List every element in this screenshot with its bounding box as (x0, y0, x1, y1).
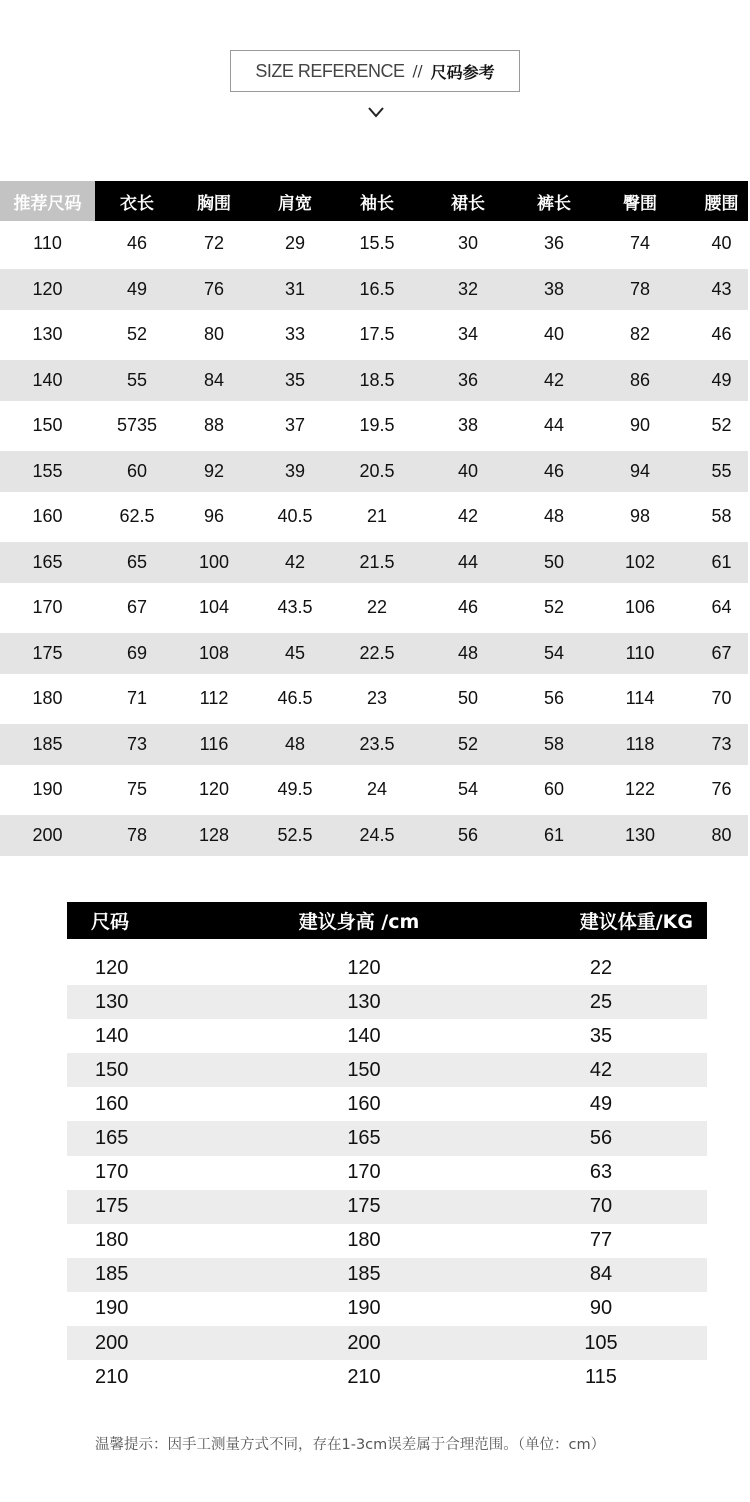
cell-size: 185 (32, 733, 63, 754)
cell-size: 175 (32, 642, 63, 663)
fit-chart-header (67, 902, 707, 939)
cell-weight: 25 (589, 990, 613, 1013)
cell-waist: 76 (711, 779, 732, 800)
cell-sleeve: 15.5 (359, 233, 395, 254)
table-row (0, 360, 748, 401)
size-reference-title (230, 50, 520, 92)
cell-waist: 80 (711, 824, 732, 845)
table-row (67, 1190, 707, 1224)
cell-skirt: 52 (457, 733, 479, 754)
table-row (67, 1087, 707, 1121)
header-height: 建议身高 /cm (298, 911, 420, 933)
header-shoulder: 肩宽 (278, 193, 312, 214)
cell-sleeve: 24.5 (359, 824, 395, 845)
cell-length: 52 (126, 324, 148, 345)
cell-shoulder: 29 (284, 233, 306, 254)
cell-size: 140 (32, 369, 63, 390)
cell-size: 200 (95, 1331, 129, 1354)
cell-weight: 70 (589, 1195, 613, 1218)
cell-skirt: 38 (457, 415, 479, 436)
cell-chest: 120 (198, 779, 230, 800)
cell-shoulder: 39 (284, 460, 306, 481)
cell-hip: 86 (629, 369, 651, 390)
table-row (0, 724, 748, 765)
cell-height: 200 (347, 1331, 381, 1354)
cell-sleeve: 20.5 (359, 460, 395, 481)
cell-sleeve: 18.5 (359, 369, 395, 390)
table-row (0, 494, 748, 540)
table-row (67, 1258, 707, 1292)
cell-shoulder: 52.5 (277, 824, 313, 845)
cell-chest: 100 (198, 551, 230, 572)
cell-pants: 54 (543, 642, 565, 663)
size-chart-body (0, 221, 748, 856)
cell-size: 210 (95, 1365, 129, 1388)
table-row (67, 1326, 707, 1360)
cell-pants: 36 (543, 233, 565, 254)
cell-chest: 108 (198, 642, 230, 663)
cell-skirt: 54 (457, 779, 479, 800)
cell-hip: 122 (624, 779, 656, 800)
cell-hip: 130 (624, 824, 656, 845)
cell-chest: 128 (198, 824, 230, 845)
cell-weight: 42 (589, 1058, 613, 1081)
table-row (0, 451, 748, 492)
cell-chest: 80 (203, 324, 225, 345)
cell-waist: 58 (711, 506, 732, 527)
cell-skirt: 56 (457, 824, 479, 845)
cell-shoulder: 45 (284, 642, 306, 663)
fit-chart-table (67, 902, 707, 1394)
cell-hip: 114 (625, 688, 655, 709)
cell-pants: 56 (543, 688, 565, 709)
cell-waist: 73 (711, 733, 732, 754)
cell-size: 160 (95, 1092, 129, 1115)
cell-length: 71 (126, 688, 148, 709)
cell-weight: 77 (589, 1229, 613, 1252)
table-row (67, 1360, 707, 1394)
cell-shoulder: 42 (284, 551, 306, 572)
header-pants: 裤长 (537, 193, 571, 214)
cell-pants: 48 (543, 506, 565, 527)
cell-length: 46 (126, 233, 148, 254)
cell-shoulder: 48 (284, 733, 306, 754)
header-weight: 建议体重/KG (579, 911, 693, 933)
cell-size: 200 (32, 824, 63, 845)
cell-pants: 58 (543, 733, 565, 754)
cell-size: 150 (95, 1058, 129, 1081)
header-length: 衣长 (120, 193, 154, 214)
cell-shoulder: 35 (284, 369, 306, 390)
cell-length: 75 (126, 779, 148, 800)
cell-weight: 84 (589, 1263, 613, 1286)
cell-length: 67 (126, 597, 148, 618)
title-chinese: 尺码参考 (430, 62, 495, 82)
cell-sleeve: 23.5 (359, 733, 395, 754)
cell-size: 165 (32, 551, 63, 572)
cell-skirt: 46 (457, 597, 479, 618)
header-size: 尺码 (91, 911, 130, 933)
table-row (0, 542, 748, 583)
cell-height: 180 (347, 1229, 381, 1252)
cell-length: 60 (126, 460, 148, 481)
cell-hip: 106 (624, 597, 656, 618)
cell-hip: 98 (629, 506, 651, 527)
table-row (0, 269, 748, 310)
cell-waist: 61 (711, 551, 732, 572)
table-row (67, 1224, 707, 1258)
cell-weight: 63 (589, 1161, 613, 1184)
cell-size: 180 (95, 1229, 129, 1252)
cell-weight: 49 (589, 1092, 613, 1115)
cell-sleeve: 22.5 (359, 642, 395, 663)
cell-size: 150 (32, 415, 63, 436)
cell-shoulder: 40.5 (277, 506, 313, 527)
cell-pants: 46 (543, 460, 565, 481)
cell-pants: 42 (543, 369, 565, 390)
cell-weight: 105 (584, 1331, 618, 1354)
cell-chest: 92 (203, 460, 225, 481)
table-row (0, 767, 748, 813)
cell-height: 140 (347, 1024, 381, 1047)
cell-shoulder: 43.5 (277, 597, 313, 618)
cell-height: 170 (347, 1161, 381, 1184)
cell-height: 175 (347, 1195, 381, 1218)
cell-height: 210 (347, 1365, 381, 1388)
cell-shoulder: 37 (284, 415, 306, 436)
cell-hip: 102 (624, 551, 656, 572)
cell-sleeve: 17.5 (359, 324, 395, 345)
cell-length: 55 (126, 369, 148, 390)
cell-skirt: 44 (457, 551, 479, 572)
cell-shoulder: 46.5 (277, 688, 313, 709)
cell-waist: 49 (711, 369, 732, 390)
cell-skirt: 48 (457, 642, 479, 663)
cell-chest: 104 (198, 597, 230, 618)
cell-length: 65 (126, 551, 148, 572)
cell-weight: 115 (585, 1365, 617, 1388)
cell-pants: 61 (543, 824, 565, 845)
header-hip: 臀围 (623, 193, 657, 214)
cell-size: 170 (32, 597, 63, 618)
size-chart-header (0, 181, 748, 221)
cell-skirt: 34 (457, 324, 479, 345)
cell-sleeve: 22 (366, 597, 388, 618)
header-chest: 胸围 (197, 193, 231, 214)
cell-height: 190 (347, 1297, 381, 1320)
cell-weight: 35 (589, 1024, 613, 1047)
cell-size: 155 (32, 460, 63, 481)
measurement-note: 温馨提示：因手工测量方式不同，存在1-3cm误差属于合理范围。（单位：cm） (95, 1437, 606, 1453)
cell-waist: 70 (711, 688, 732, 709)
cell-height: 130 (347, 990, 381, 1013)
cell-shoulder: 31 (284, 278, 306, 299)
size-chart-table (0, 181, 748, 858)
chevron-down-icon (366, 104, 386, 120)
cell-weight: 56 (589, 1127, 613, 1150)
table-row (67, 1053, 707, 1087)
cell-hip: 74 (629, 233, 651, 254)
cell-size: 130 (32, 324, 63, 345)
table-row (0, 815, 748, 856)
table-row (67, 1019, 707, 1053)
cell-skirt: 32 (457, 278, 479, 299)
cell-sleeve: 19.5 (359, 415, 395, 436)
table-row (67, 985, 707, 1019)
cell-size: 110 (33, 233, 62, 254)
cell-height: 185 (347, 1263, 381, 1286)
cell-waist: 40 (711, 233, 732, 254)
table-row (0, 312, 748, 358)
table-row (0, 403, 748, 449)
cell-skirt: 50 (457, 688, 479, 709)
cell-height: 160 (347, 1092, 381, 1115)
cell-pants: 60 (543, 779, 565, 800)
cell-waist: 67 (711, 642, 732, 663)
cell-hip: 78 (629, 278, 651, 299)
table-row (0, 221, 748, 267)
cell-skirt: 36 (457, 369, 479, 390)
table-row (67, 951, 707, 985)
cell-hip: 94 (629, 460, 651, 481)
cell-height: 150 (347, 1058, 381, 1081)
cell-shoulder: 33 (284, 324, 306, 345)
cell-length: 62.5 (119, 506, 155, 527)
table-row (0, 585, 748, 631)
fit-chart-body (67, 951, 707, 1394)
cell-hip: 82 (629, 324, 651, 345)
cell-waist: 52 (711, 415, 732, 436)
header-size: 推荐尺码 (0, 181, 95, 221)
cell-size: 130 (95, 990, 129, 1013)
table-row (0, 676, 748, 722)
cell-size: 165 (95, 1127, 129, 1150)
cell-chest: 116 (199, 733, 229, 754)
cell-skirt: 30 (457, 233, 479, 254)
cell-size: 180 (32, 688, 63, 709)
cell-sleeve: 21.5 (359, 551, 395, 572)
table-row (0, 633, 748, 674)
cell-chest: 88 (203, 415, 225, 436)
cell-chest: 96 (203, 506, 225, 527)
cell-waist: 43 (711, 278, 732, 299)
cell-hip: 118 (625, 733, 655, 754)
cell-sleeve: 16.5 (359, 278, 395, 299)
cell-skirt: 42 (457, 506, 479, 527)
cell-length: 69 (126, 642, 148, 663)
table-row (67, 1156, 707, 1190)
cell-length: 5735 (116, 415, 158, 436)
cell-waist: 46 (711, 324, 732, 345)
cell-hip: 90 (629, 415, 651, 436)
cell-skirt: 40 (457, 460, 479, 481)
cell-sleeve: 24 (366, 779, 388, 800)
cell-sleeve: 23 (366, 688, 388, 709)
cell-size: 170 (95, 1161, 129, 1184)
cell-length: 78 (126, 824, 148, 845)
cell-pants: 40 (543, 324, 565, 345)
cell-pants: 52 (543, 597, 565, 618)
cell-sleeve: 21 (366, 506, 388, 527)
cell-size: 175 (95, 1195, 129, 1218)
header-waist: 腰围 (704, 193, 739, 214)
cell-waist: 55 (711, 460, 732, 481)
title-english: SIZE REFERENCE (255, 60, 405, 81)
cell-waist: 64 (711, 597, 732, 618)
cell-hip: 110 (625, 642, 655, 663)
table-row (67, 1292, 707, 1326)
cell-weight: 22 (589, 956, 613, 979)
cell-length: 49 (126, 278, 148, 299)
cell-pants: 50 (543, 551, 565, 572)
table-row (67, 1121, 707, 1155)
cell-size: 120 (32, 278, 63, 299)
cell-length: 73 (126, 733, 148, 754)
cell-size: 190 (95, 1297, 129, 1320)
cell-height: 120 (347, 956, 381, 979)
cell-shoulder: 49.5 (277, 779, 313, 800)
cell-pants: 38 (543, 278, 565, 299)
cell-chest: 112 (199, 688, 229, 709)
cell-size: 185 (95, 1263, 129, 1286)
cell-size: 120 (95, 956, 129, 979)
cell-pants: 44 (543, 415, 565, 436)
cell-weight: 90 (589, 1297, 613, 1320)
header-sleeve: 袖长 (360, 193, 394, 214)
cell-chest: 76 (203, 278, 225, 299)
cell-size: 140 (95, 1024, 129, 1047)
cell-size: 190 (32, 779, 63, 800)
title-separator: // (412, 62, 423, 80)
cell-size: 160 (32, 506, 63, 527)
cell-height: 165 (347, 1127, 381, 1150)
cell-chest: 84 (203, 369, 225, 390)
cell-chest: 72 (203, 233, 225, 254)
header-skirt: 裙长 (451, 193, 485, 214)
